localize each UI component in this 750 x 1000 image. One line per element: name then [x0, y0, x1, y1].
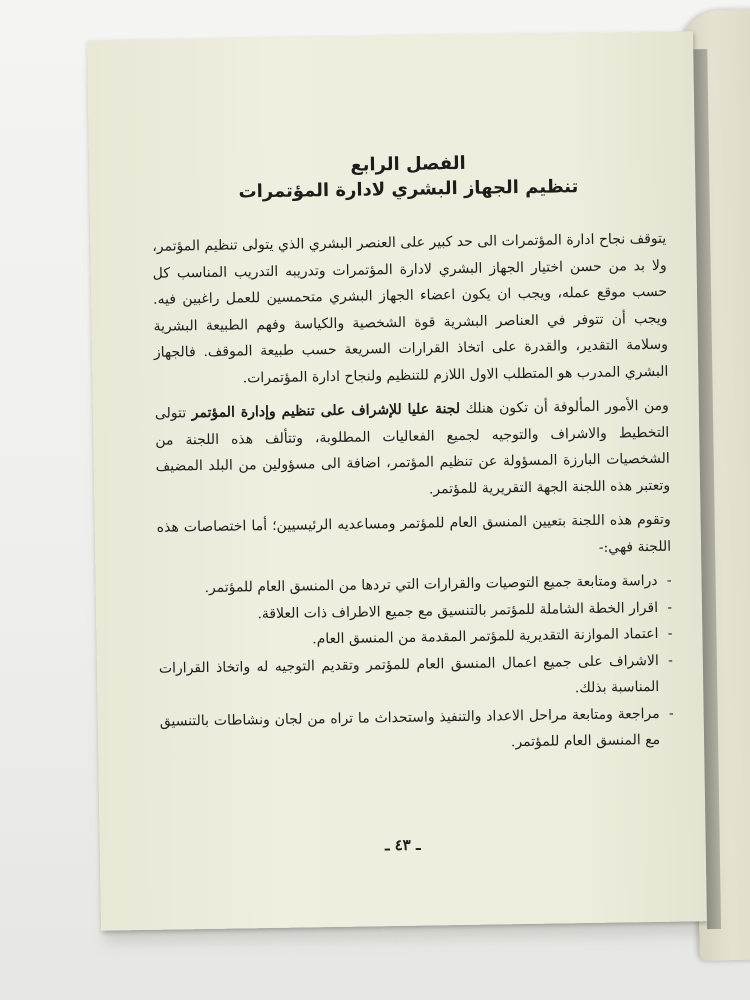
book-page — [87, 31, 707, 930]
duties-list — [157, 568, 674, 762]
list-item: - الاشراف على جميع اعمال المنسق العام للمؤتمر وتقديم التوجيه له واتخاذ القرارات المناسبة بذلك. — [159, 647, 674, 708]
committee-text-after: تتولى التخطيط والاشراف والتوجيه لجميع الفعاليات المطلوبة، وتتألف هذه اللجنة من الشخصيات البارزة المسؤولة عن تنظيم المؤتمر، اضافة الى مسؤولين من البلد المضيف وتعتبر هذه اللجنة الجهة التقريرية للمؤتمر. — [154, 405, 671, 497]
list-item: - دراسة ومتابعة جميع التوصيات والقرارات التي تردها من المنسق العام للمؤتمر. — [157, 568, 671, 603]
intro-paragraph: يتوقف نجاح ادارة المؤتمرات الى حد كبير على العنصر البشري الذي يتولى تنظيم المؤتمر، ولا بد من حسن اختيار الجهاز البشري لادارة المؤتمرات وتدريبه التدريب المناسب كل حسب موقع عمله، ويجب ان يكون اعضاء الجهاز البشري متحمسين للعمل راغبين فيه. ويجب أن تتوفر في العناصر البشرية قوة الشخصية والكياسة وفهم الطبيعة البشرية وسلامة التقدير، والقدرة على اتخاذ القرارات السريعة حسب طبيعة الموقف. فالجهاز البشري المدرب هو المتطلب الاول اللازم للتنظيم ولنجاح ادارة المؤتمرات. — [152, 230, 669, 386]
list-item: - اعتماد الموازنة التقديرية للمؤتمر المقدمة من المنسق العام. — [158, 621, 672, 656]
committee-highlight: لجنة عليا للإشراف على تنظيم وإدارة المؤتمر — [191, 401, 461, 422]
chapter-title: الفصل الرابع — [350, 152, 466, 176]
list-item: - اقرار الخطة الشاملة للمؤتمر بالتنسيق مع جميع الاطراف ذات العلاقة. — [158, 594, 672, 629]
chapter-subtitle: تنظيم الجهاز البشري لادارة المؤتمرات — [238, 176, 579, 203]
committee-paragraph — [155, 393, 671, 507]
committee-text-before: ومن الأمور المألوفة أن تكون هنلك — [459, 397, 669, 417]
duties-intro: وتقوم هذه اللجنة بتعيين المنسق العام للمؤتمر ومساعديه الرئيسيين؛ أما اختصاصات هذه اللجنة فهي:- — [156, 511, 672, 556]
page-content — [151, 150, 674, 761]
page-number: ـ ٤٣ ـ — [384, 835, 421, 855]
list-item: - مراجعة ومتابعة مراحل الاعداد والتنفيذ واستحداث ما تراه من لجان ونشاطات بالتنسيق مع المنسق العام للمؤتمر. — [160, 700, 675, 761]
